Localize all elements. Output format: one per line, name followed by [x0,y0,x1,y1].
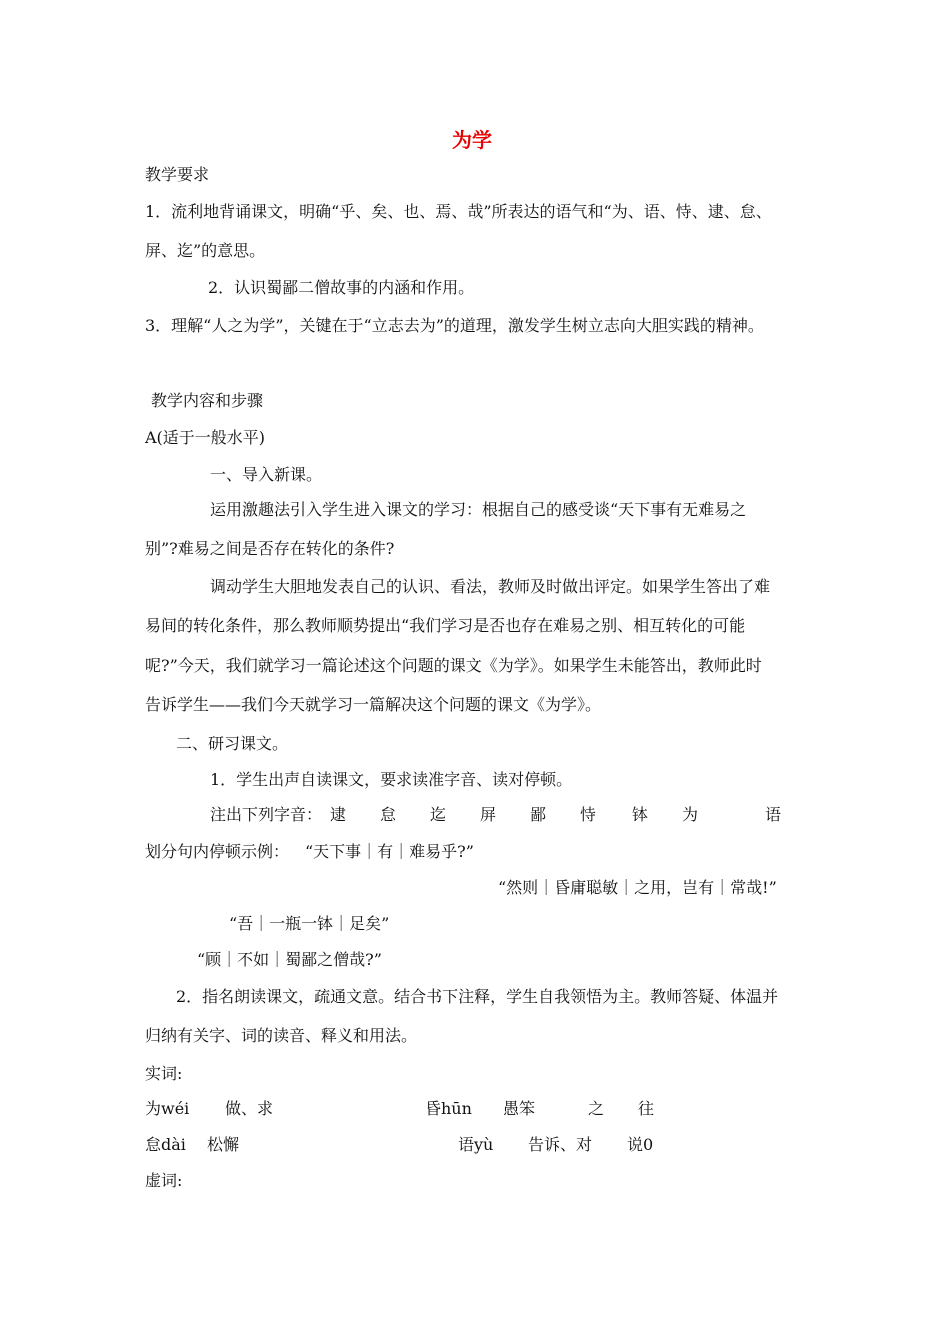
pause-example-3: “吾｜一瓶一钵｜足矣” [229,914,390,933]
shici-row-1-meaning: 做、求 [225,1099,274,1118]
pause-example-2: “然则｜昏庸聪敏｜之用，岂有｜常哉!” [498,878,777,897]
shici-row-2-word-2: 语yù [458,1135,494,1154]
requirement-2: 2．认识蜀鄙二僧故事的内涵和作用。 [208,278,475,297]
paragraph-2-line-1: 调动学生大胆地发表自己的认识、看法，教师及时做出评定。如果学生答出了难 [210,577,771,596]
shici-row-1-word: 为wéi [145,1099,190,1118]
pronounce-char: 语 [765,805,782,824]
paragraph-1-line-2: 别”?难易之间是否存在转化的条件? [145,539,395,558]
shici-row-1-word-2: 昏hūn [425,1099,472,1118]
paragraph-2-line-2: 易间的转化条件，那么教师顺势提出“我们学习是否也存在难易之别、相互转化的可能 [145,616,746,635]
step-2-item-1: 1．学生出声自读课文，要求读准字音、读对停顿。 [210,770,573,789]
pronounce-char: 迄 [430,805,447,824]
pause-label: 划分句内停顿示例： [145,842,290,861]
shici-row-1-meaning-3: 往 [638,1099,655,1118]
shici-row-2-word: 怠dài [145,1135,186,1154]
requirements-heading: 教学要求 [145,165,210,184]
shici-row-2-meaning-2: 告诉、对 [528,1135,593,1154]
shici-row-2-word-3: 说0 [627,1135,654,1154]
pronounce-char: 怠 [380,805,397,824]
requirement-3: 3．理解“人之为学”，关键在于“立志去为”的道理，激发学生树立志向大胆实践的精神。 [145,316,764,335]
shici-row-2-meaning: 松懈 [207,1135,240,1154]
shici-row-1-word-3: 之 [588,1099,605,1118]
paragraph-2-line-3: 呢?”今天，我们就学习一篇论述这个问题的课文《为学》。如果学生未能答出，教师此时 [145,656,762,675]
paragraph-2-line-4: 告诉学生——我们今天就学习一篇解决这个问题的课文《为学》。 [145,695,602,714]
xuci-label: 虚词: [145,1171,183,1190]
paragraph-1-line-1: 运用激趣法引入学生进入课文的学习：根据自己的感受谈“天下事有无难易之 [210,500,747,519]
step-2-item-2-line-2: 归纳有关字、词的读音、释义和用法。 [145,1026,418,1045]
pronounce-char: 逮 [330,805,347,824]
step-2-item-2-line-1: 2．指名朗读课文，疏通文意。结合书下注释，学生自我领悟为主。教师答疑、体温并 [176,987,779,1006]
level-label: A(适于一般水平) [145,428,266,447]
pronounce-char: 鄙 [530,805,547,824]
pronounce-char: 恃 [580,805,597,824]
pronounce-label: 注出下列字音： [210,805,323,824]
content-heading: 教学内容和步骤 [151,391,264,410]
step-2-heading: 二、研习课文。 [176,734,289,753]
pronounce-char: 为 [682,805,699,824]
pronounce-char: 屏 [480,805,497,824]
requirement-1-line-2: 屏、迄”的意思。 [145,241,266,260]
pronounce-char: 钵 [632,805,649,824]
shici-row-1-meaning-2: 愚笨 [503,1099,536,1118]
step-1-heading: 一、导入新课。 [210,465,323,484]
page-title: 为学 [452,128,492,152]
pause-example-1: “天下事｜有｜难易乎?” [305,842,474,861]
pause-example-4: “顾｜不如｜蜀鄙之僧哉?” [197,950,382,969]
requirement-1-line-1: 1．流利地背诵课文，明确“乎、矣、也、焉、哉”所表达的语气和“为、语、恃、逮、怠、 [145,202,772,221]
shici-label: 实词: [145,1064,183,1083]
